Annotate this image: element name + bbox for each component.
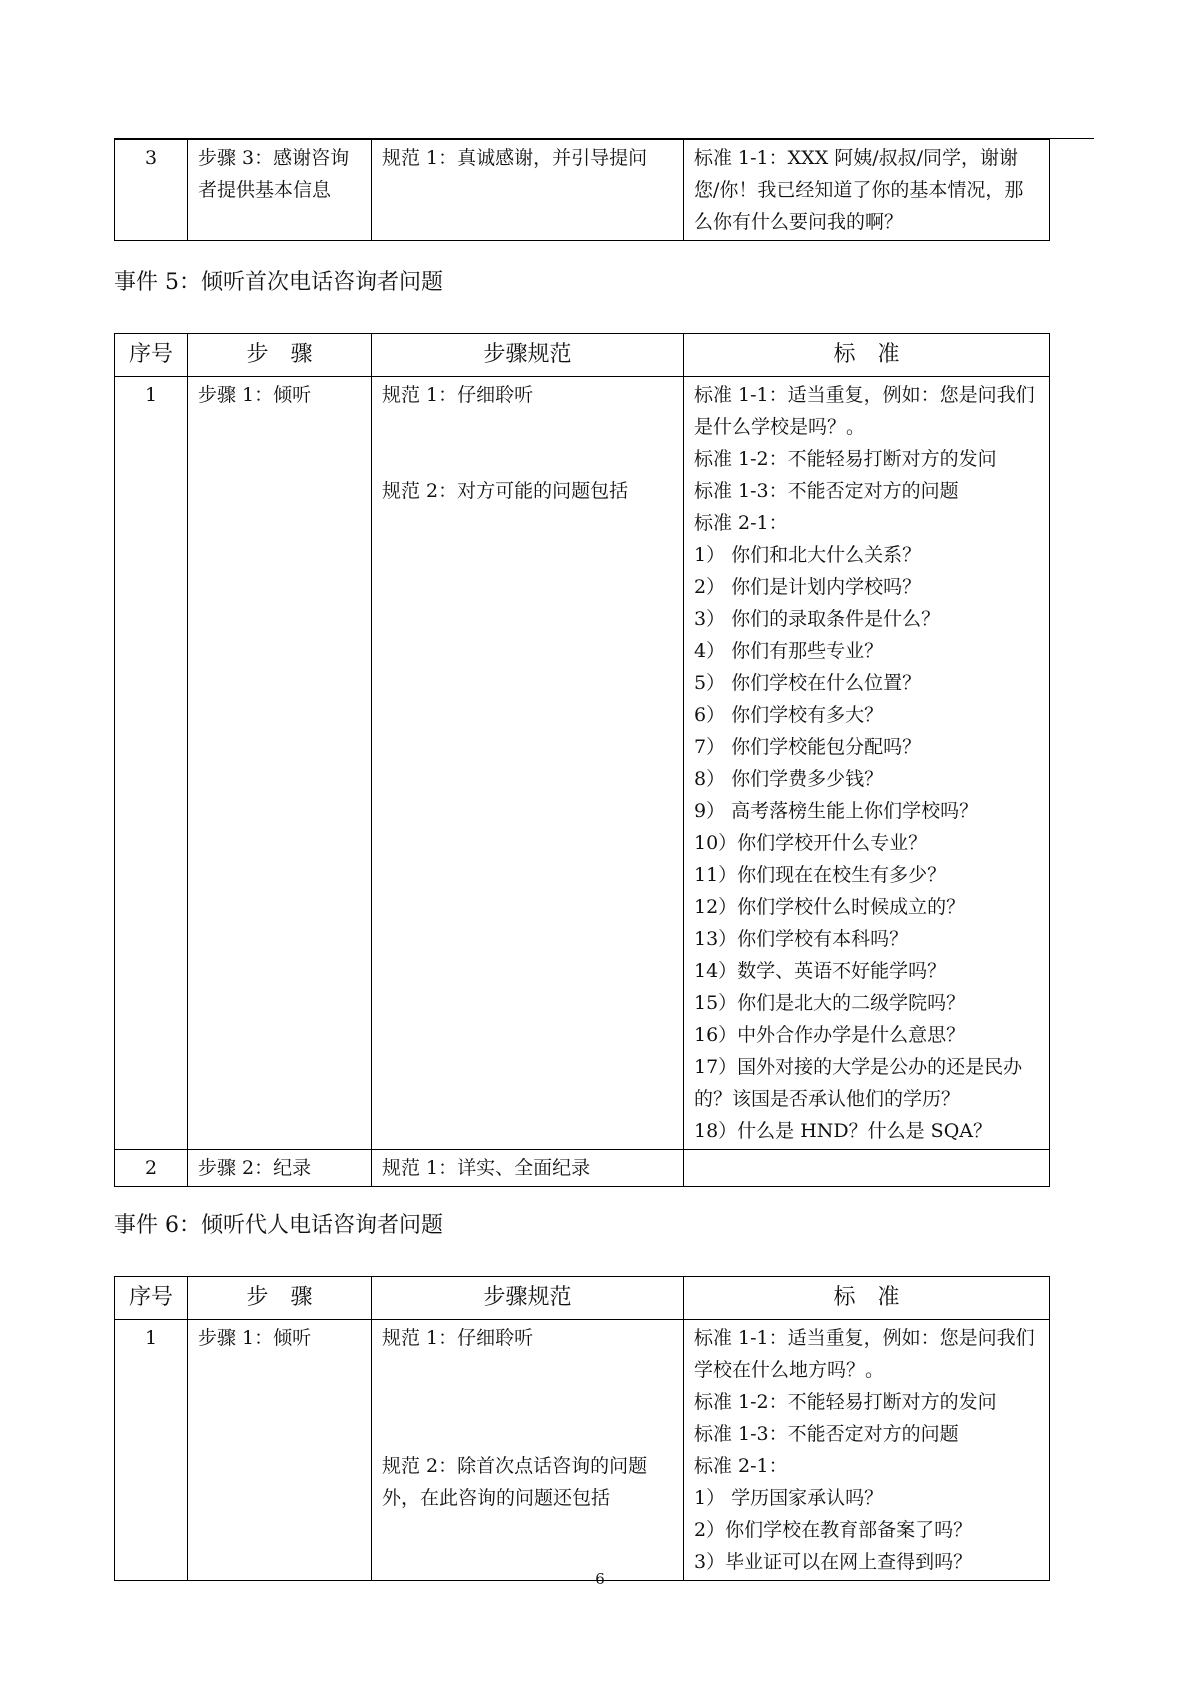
- spec-cell: [372, 140, 684, 241]
- header-spec: 步骤规范: [372, 334, 684, 377]
- step-cell: [188, 1150, 372, 1187]
- standard-line: 5） 你们学校在什么位置？: [694, 672, 922, 694]
- header-spec: 步骤规范: [372, 1277, 684, 1320]
- standard-line: 标准 1-2：不能轻易打断对方的发问: [694, 1391, 997, 1413]
- step-cell: [188, 377, 372, 1150]
- standard-line: 11）你们现在在校生有多少？: [694, 864, 947, 886]
- standard-line: 标准 1-1：适当重复，例如：您是问我们学校在什么地方吗？。: [694, 1327, 1035, 1381]
- page-number: 6: [595, 1570, 605, 1588]
- standard-line: 8） 你们学费多少钱？: [694, 768, 884, 790]
- row-index: 2: [115, 1150, 188, 1187]
- header-index: 序号: [115, 1277, 188, 1320]
- header-step: 步 骤: [188, 334, 372, 377]
- standard-line: 6） 你们学校有多大？: [694, 704, 884, 726]
- standard-line: 4） 你们有那些专业？: [694, 640, 884, 662]
- spec-text: 规范 2：对方可能的问题包括: [382, 480, 629, 502]
- standard-line: 16）中外合作办学是什么意思？: [694, 1024, 966, 1046]
- table-row: [115, 1320, 1050, 1581]
- table-row: [115, 140, 1050, 241]
- standard-cell: [684, 377, 1050, 1150]
- step-text: 步骤 3：感谢咨询者提供基本信息: [198, 147, 350, 201]
- standard-line: 14）数学、英语不好能学吗？: [694, 960, 947, 982]
- step-text: 步骤 1：倾听: [198, 1327, 312, 1349]
- standard-line: 标准 2-1：: [694, 1455, 788, 1477]
- standard-line: 标准 1-3：不能否定对方的问题: [694, 1423, 959, 1445]
- standard-line: 1） 学历国家承认吗？: [694, 1487, 884, 1509]
- standard-line: 3） 你们的录取条件是什么？: [694, 608, 941, 630]
- header-standard: 标 准: [684, 334, 1050, 377]
- step-text: 步骤 2：纪录: [198, 1157, 312, 1179]
- event6-table: [114, 1276, 1050, 1581]
- spec-text: 规范 1：真诚感谢，并引导提问: [382, 147, 648, 169]
- header-standard: 标 准: [684, 1277, 1050, 1320]
- standard-line: 标准 1-1：适当重复，例如：您是问我们是什么学校是吗？。: [694, 384, 1035, 438]
- standard-line: 13）你们学校有本科吗？: [694, 928, 909, 950]
- header-index: 序号: [115, 334, 188, 377]
- spacer: [382, 1354, 673, 1450]
- table-row: [115, 377, 1050, 1150]
- continued-table: [114, 139, 1050, 241]
- header-row: [115, 334, 1050, 377]
- standard-cell: [684, 1320, 1050, 1581]
- standard-cell: [684, 1150, 1050, 1187]
- header-row: [115, 1277, 1050, 1320]
- standard-line: 2）你们学校在教育部备案了吗？: [694, 1519, 973, 1541]
- row-index: 3: [115, 140, 188, 241]
- spec-text: 规范 2：除首次点话咨询的问题外，在此咨询的问题还包括: [382, 1455, 648, 1509]
- standard-line: 10）你们学校开什么专业？: [694, 832, 928, 854]
- standard-line: 9） 高考落榜生能上你们学校吗？: [694, 800, 979, 822]
- row-index: 1: [115, 377, 188, 1150]
- standard-line: 1） 你们和北大什么关系？: [694, 544, 922, 566]
- step-cell: [188, 1320, 372, 1581]
- standard-line: 17）国外对接的大学是公办的还是民办的？该国是否承认他们的学历？: [694, 1056, 1023, 1110]
- step-text: 步骤 1：倾听: [198, 384, 312, 406]
- standard-line: 12）你们学校什么时候成立的？: [694, 896, 966, 918]
- standard-line: 标准 2-1：: [694, 512, 788, 534]
- spacer: [382, 411, 673, 475]
- table-row: [115, 1150, 1050, 1187]
- standard-line: 2） 你们是计划内学校吗？: [694, 576, 922, 598]
- standard-line: 标准 1-2：不能轻易打断对方的发问: [694, 448, 997, 470]
- spec-cell: [372, 1150, 684, 1187]
- event6-title: 事件 6：倾听代人电话咨询者问题: [114, 1213, 443, 1238]
- event5-title: 事件 5：倾听首次电话咨询者问题: [114, 270, 443, 295]
- spec-cell: [372, 1320, 684, 1581]
- step-cell: [188, 140, 372, 241]
- event5-table: [114, 333, 1050, 1187]
- standard-cell: [684, 140, 1050, 241]
- standard-line: 7） 你们学校能包分配吗？: [694, 736, 922, 758]
- standard-line: 3）毕业证可以在网上查得到吗？: [694, 1551, 973, 1573]
- spec-text: 规范 1：仔细聆听: [382, 1327, 534, 1349]
- header-step: 步 骤: [188, 1277, 372, 1320]
- row-index: 1: [115, 1320, 188, 1581]
- standard-line: 15）你们是北大的二级学院吗？: [694, 992, 966, 1014]
- spec-cell: [372, 377, 684, 1150]
- standard-text: 标准 1-1：XXX 阿姨/叔叔/同学，谢谢您/你！我已经知道了你的基本情况，那么你有什么要问我的啊？: [694, 147, 1024, 233]
- spec-text: 规范 1：仔细聆听: [382, 384, 534, 406]
- standard-line: 标准 1-3：不能否定对方的问题: [694, 480, 959, 502]
- spec-text: 规范 1：详实、全面纪录: [382, 1157, 591, 1179]
- standard-line: 18）什么是 HND？什么是 SQA？: [694, 1120, 992, 1142]
